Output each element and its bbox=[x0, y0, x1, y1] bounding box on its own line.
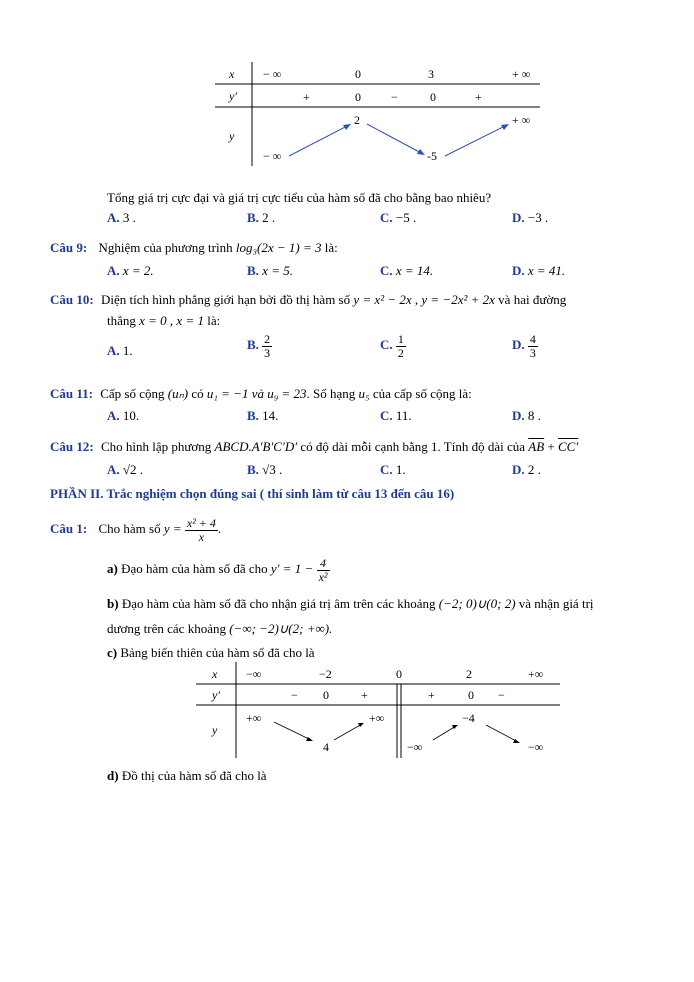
table2-yp-sign: 0 bbox=[468, 688, 474, 702]
p2q1-a: a) Đạo hàm của hàm số đã cho y′ = 1 − $\frac{4}{\text{x²}}$ bbox=[107, 556, 328, 584]
q10-option-c: C. $\frac{1}{2}$ bbox=[380, 332, 404, 360]
variation-table-1 bbox=[215, 62, 545, 170]
table1-yp-label: y′ bbox=[229, 89, 237, 103]
variation-table-2 bbox=[196, 662, 564, 760]
q12-label: Câu 12: bbox=[50, 439, 94, 454]
table2-y-val: −∞ bbox=[407, 740, 423, 754]
table2-arrow-up bbox=[433, 726, 456, 740]
q11-option-a: A. 10. bbox=[107, 408, 140, 423]
q12-stem: Câu 12: Cho hình lập phương ABCD.A′B′C′D′ có độ dài mỗi cạnh bằng 1. Tính độ dài của $\overline{AB} + CC'$ bbox=[50, 439, 579, 454]
table2-y-val: −∞ bbox=[528, 740, 544, 754]
q9-option-d: D. x = 41. bbox=[512, 263, 566, 278]
q9-stem: Câu 9: Nghiệm của phương trình log₃(2x − 1) = 3 là: bbox=[50, 240, 338, 255]
table1-y-val: + ∞ bbox=[512, 113, 531, 127]
table1-arrow-down bbox=[367, 124, 423, 154]
table1-y-label: y bbox=[229, 129, 235, 143]
table2-x-val: −∞ bbox=[246, 667, 262, 681]
q10-option-a: A. 1. bbox=[107, 343, 133, 358]
p2q1-label: Câu 1: bbox=[50, 521, 88, 537]
q10-label: Câu 10: bbox=[50, 292, 94, 307]
q9-option-b: B. x = 5. bbox=[247, 263, 293, 278]
table2-arrowhead bbox=[452, 725, 458, 729]
table2-yp-sign: + bbox=[428, 688, 435, 702]
table2-yp-sign: 0 bbox=[323, 688, 329, 702]
table2-yp-sign: + bbox=[361, 688, 368, 702]
q11-option-c: C. 11. bbox=[380, 408, 412, 423]
table2-y-label: y bbox=[212, 723, 218, 737]
q8-option-c: C. −5 . bbox=[380, 210, 417, 225]
q12-option-a: A. √2 . bbox=[107, 462, 144, 477]
table2-arrow-down bbox=[486, 725, 518, 742]
q11-option-d: D. 8 . bbox=[512, 408, 541, 423]
table2-x-val: 2 bbox=[466, 667, 472, 681]
table2-x-label: x bbox=[212, 667, 218, 681]
table1-x-val: 0 bbox=[355, 67, 361, 81]
q8-text: Tổng giá trị cực đại và giá trị cực tiểu của hàm số đã cho bằng bao nhiêu? bbox=[107, 190, 492, 205]
table1-arrow-up bbox=[445, 125, 507, 156]
q10-stem-line1: Câu 10: Diện tích hình phẳng giới hạn bởi đồ thị hàm số y = x² − 2x , y = −2x² + 2x và hai đường bbox=[50, 292, 567, 307]
table1-x-val: + ∞ bbox=[512, 67, 531, 81]
part2-heading: PHẦN II. Trắc nghiệm chọn đúng sai ( thí sinh làm từ câu 13 đến câu 16) bbox=[50, 486, 455, 501]
table1-x-val: − ∞ bbox=[263, 67, 282, 81]
table2-x-val: −2 bbox=[319, 667, 332, 681]
q8-option-b: B. 2 . bbox=[247, 210, 276, 225]
table1-y-val: 2 bbox=[354, 113, 360, 127]
table1-yp-sign: + bbox=[303, 90, 310, 104]
q9-option-c: C. x = 14. bbox=[380, 263, 434, 278]
p2q1-b-line1: b) Đạo hàm của hàm số đã cho nhận giá trị âm trên các khoảng (−2; 0)∪(0; 2) và nhận giá trị bbox=[107, 596, 594, 611]
q10-stem-line2: thẳng x = 0 , x = 1 là: bbox=[107, 313, 221, 328]
q9-label: Câu 9: bbox=[50, 240, 88, 255]
table1-yp-sign: − bbox=[391, 90, 398, 104]
table2-yp-label: y′ bbox=[212, 688, 220, 702]
table1-arrow-up bbox=[289, 125, 349, 156]
p2q1-stem: Câu 1: Cho hàm số y = $\frac{\text{x² + 4}}{x}$ . bbox=[50, 516, 222, 544]
table1-x-label: x bbox=[229, 67, 235, 81]
p2q1-d: d) Đồ thị của hàm số đã cho là bbox=[107, 768, 267, 783]
table1-y-val: − ∞ bbox=[263, 149, 282, 163]
table2-x-val: +∞ bbox=[528, 667, 544, 681]
table1-arrowhead bbox=[343, 124, 351, 130]
table2-yp-sign: − bbox=[498, 688, 505, 702]
q8-option-a: A. 3 . bbox=[107, 210, 136, 225]
q10-option-d: D. $\frac{4}{3}$ bbox=[512, 332, 536, 360]
table1-y-val: -5 bbox=[427, 149, 437, 163]
table2-arrowhead bbox=[306, 737, 313, 741]
q12-option-d: D. 2 . bbox=[512, 462, 541, 477]
table2-arrow-down bbox=[274, 722, 311, 740]
table1-yp-sign: 0 bbox=[355, 90, 361, 104]
p2q1-b-line2: dương trên các khoảng (−∞; −2)∪(2; +∞). bbox=[107, 621, 333, 636]
table2-y-val: 4 bbox=[323, 740, 329, 754]
q12-option-c: C. 1. bbox=[380, 462, 406, 477]
table1-arrowhead bbox=[417, 149, 425, 155]
table1-x-val: 3 bbox=[428, 67, 434, 81]
table2-y-val: +∞ bbox=[246, 711, 262, 725]
table2-arrow-up bbox=[334, 724, 362, 740]
table2-yp-sign: − bbox=[291, 688, 298, 702]
table2-y-val: +∞ bbox=[369, 711, 385, 725]
table2-arrowhead bbox=[358, 723, 364, 727]
q11-option-b: B. 14. bbox=[247, 408, 279, 423]
table2-y-val: −4 bbox=[462, 711, 475, 725]
table1-yp-sign: 0 bbox=[430, 90, 436, 104]
q11-label: Câu 11: bbox=[50, 386, 93, 401]
q9-option-a: A. x = 2. bbox=[107, 263, 154, 278]
q8-option-d: D. −3 . bbox=[512, 210, 549, 225]
q10-option-b: B. $\frac{2}{3}$ bbox=[247, 332, 271, 360]
table1-arrowhead bbox=[501, 124, 509, 130]
table2-x-val: 0 bbox=[396, 667, 402, 681]
table1-yp-sign: + bbox=[475, 90, 482, 104]
q11-stem: Câu 11: Cấp số cộng (uₙ) có u₁ = −1 và u₉ = 23. Số hạng u₅ của cấp số cộng là: bbox=[50, 386, 472, 401]
p2q1-c: c) Bảng biến thiên của hàm số đã cho là bbox=[107, 645, 315, 660]
q12-option-b: B. √3 . bbox=[247, 462, 283, 477]
